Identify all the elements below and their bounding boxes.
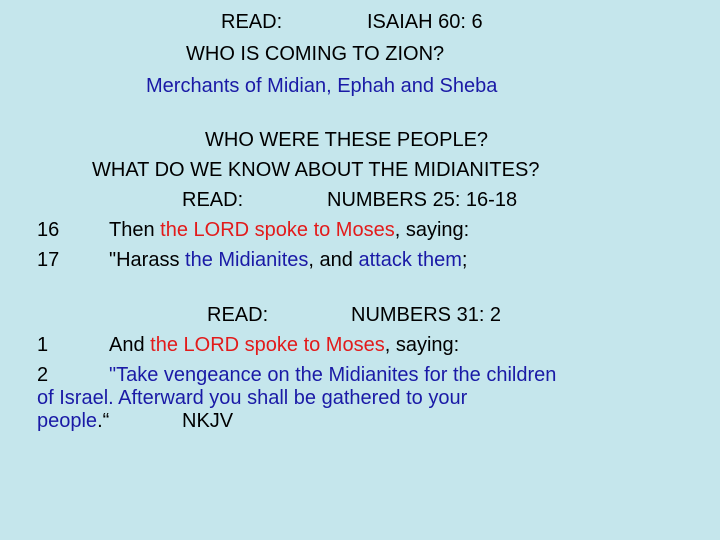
verse-1-part-saying: , saying: [384,334,460,356]
verse-17-part-semicolon: ; [461,249,468,271]
question-midianites: WHAT DO WE KNOW ABOUT THE MIDIANITES? [92,159,540,181]
verse-17-text [109,248,467,272]
verse-17-part-attack: attack them [358,249,462,271]
read-label-numbers-25: READ: [182,189,244,211]
verse-number-2: 2 [37,364,49,386]
verse-16-text [109,218,469,242]
read-label-numbers-31: READ: [207,304,269,326]
verse-1-part-and: And [109,334,151,356]
verse-16-part-then: Then [109,219,161,241]
reference-numbers-31: NUMBERS 31: 2 [351,304,502,326]
verse-2-part-people: people [37,410,98,432]
verse-2-part-afterward: Afterward you shall be gathered to your [118,387,468,409]
answer-merchants: Merchants of Midian, Ephah and Sheba [146,75,498,97]
reference-numbers-25: NUMBERS 25: 16-18 [327,189,518,211]
read-label-isaiah: READ: [221,11,283,33]
verse-17-part-midianites: the Midianites [185,249,309,271]
verse-16-part-saying: , saying: [394,219,470,241]
verse-2-part-israel: of Israel. [37,387,119,409]
verse-1-text [109,333,459,357]
verse-2-line-2 [37,386,467,410]
verse-number-1: 1 [37,334,49,356]
verse-2-line-1: "Take vengeance on the Midianites for the children [109,364,557,386]
verse-17-part-harass: "Harass [109,249,186,271]
translation-label-nkjv: NKJV [182,410,234,432]
verse-number-17: 17 [37,249,60,271]
question-coming-to-zion: WHO IS COMING TO ZION? [186,43,445,65]
verse-1-part-lord-spoke: the LORD spoke to Moses [150,334,385,356]
question-who-were-these: WHO WERE THESE PEOPLE? [205,129,489,151]
verse-17-part-and: , and [308,249,359,271]
verse-2-part-close-quote: .“ [97,410,110,432]
verse-2-line-3 [37,409,109,433]
verse-16-part-lord-spoke: the LORD spoke to Moses [160,219,395,241]
reference-isaiah: ISAIAH 60: 6 [367,11,483,33]
verse-number-16: 16 [37,219,60,241]
